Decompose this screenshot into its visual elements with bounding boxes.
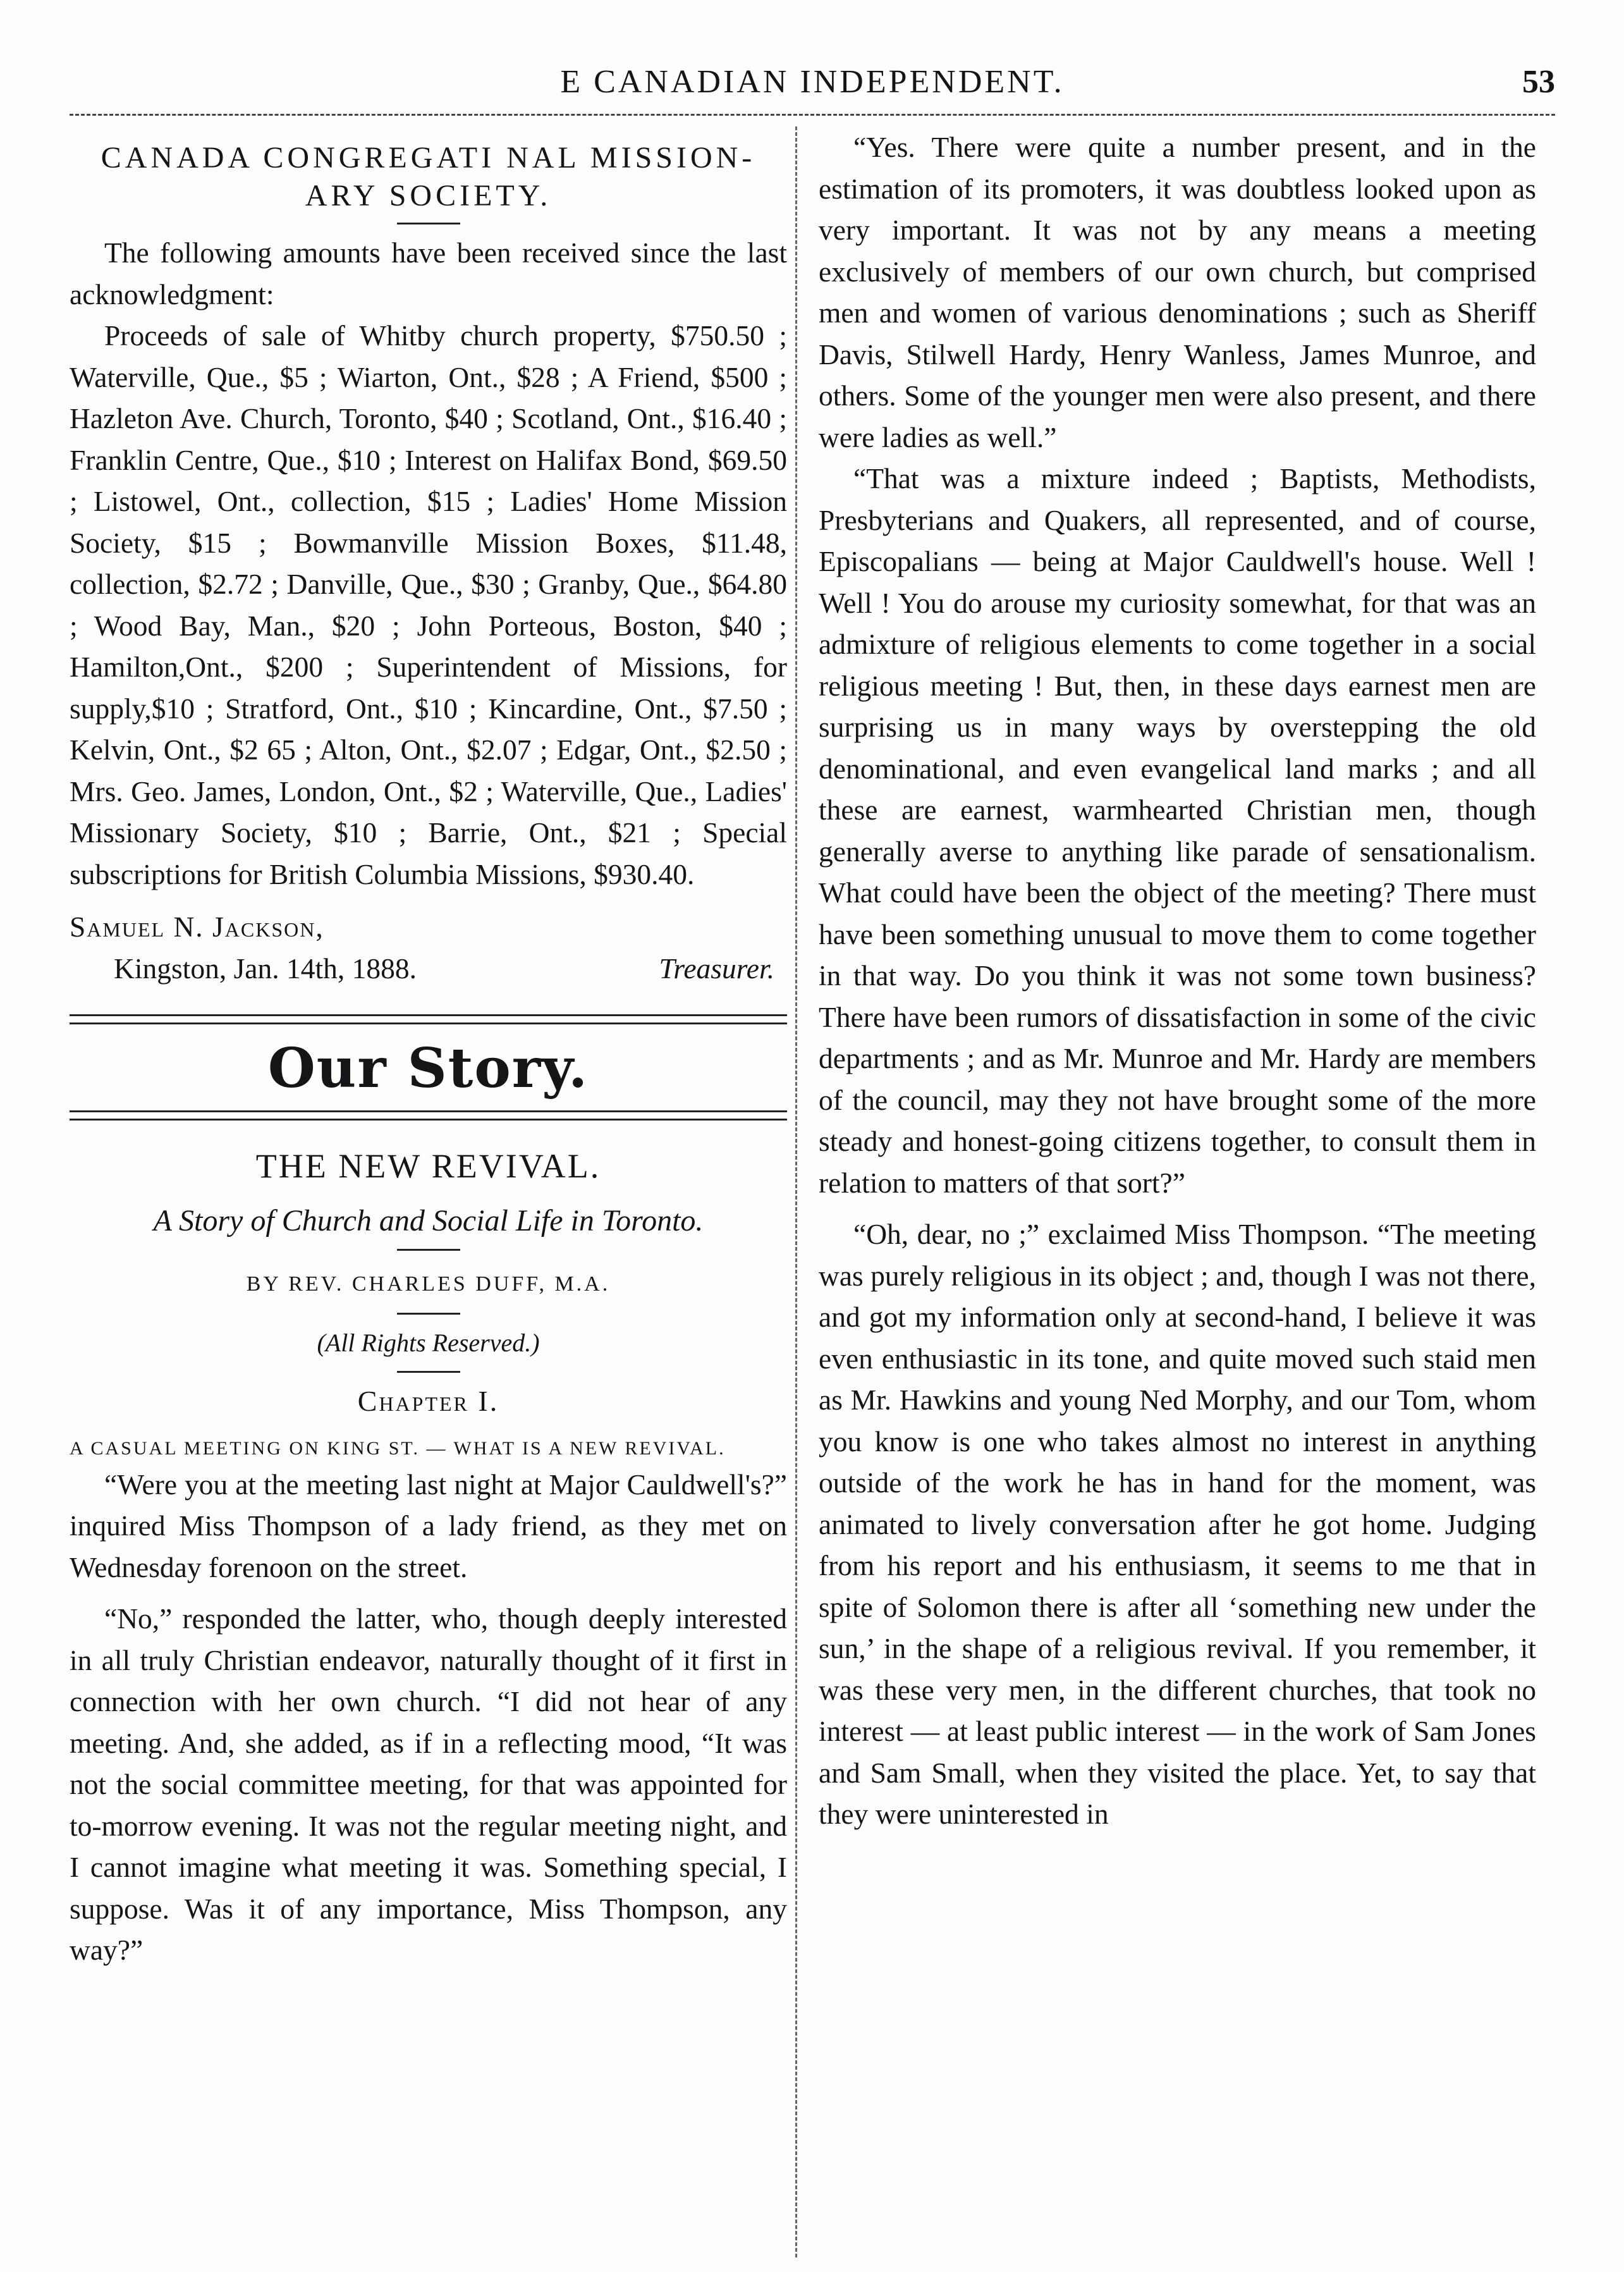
chapter-summary: A CASUAL MEETING ON KING ST. — WHAT IS A NEW REVIVAL. <box>70 1437 726 1459</box>
byline: BY REV. CHARLES DUFF, M.A. <box>246 1272 611 1296</box>
paragraph-gap <box>70 1588 787 1598</box>
rights-notice: (All Rights Reserved.) <box>317 1328 540 1357</box>
date-place: Kingston, Jan. 14th, 1888. <box>114 952 417 985</box>
dateline <box>70 948 787 990</box>
acknowledgment-intro: The following amounts have been received since the last acknowledgment: <box>70 236 787 310</box>
short-rule <box>397 223 460 224</box>
society-title-line-2: ARY SOCIETY. <box>305 179 552 212</box>
paragraph-gap <box>819 1203 1536 1213</box>
story-paragraph: “No,” responded the latter, who, though deeply interested in all truly Christian endeavor, naturally thought of it first in connection with her own church. “I did not hear of any meeting. And, she added, as if in a reflecting mood, “It was not the social committee meeting, for that was appointed for to-morrow evening. It was not the regular meeting night, and I cannot imagine what meeting it was. Something special, I suppose. Was it of any importance, Miss Thompson, any way?” <box>70 1602 787 1966</box>
short-rule <box>397 1371 460 1373</box>
right-column <box>819 126 1536 1835</box>
story-paragraph: “That was a mixture indeed ; Baptists, Methodists, Presbyterians and Quakers, all represented, and of course, Episcopalians — being at Major Cauldwell's house. Well ! Well ! You do arouse my curiosity somewhat, for that was an admixture of religious elements to come together in a social religious meeting ! But, then, in these days earnest men are surprising us in many ways by overstepping the old denominational, and even evangelical land marks ; and all these are earnest, warmhearted Christian men, though generally averse to anything like parade of sensationalism. What could have been the object of the meeting? There must have been something unusual to move them to come together in that way. Do you think it was not some town business? There have been rumors of dissatisfaction in some of the civic departments ; and as Mr. Munroe and Mr. Hardy are members of the council, may they not have brought some of the more steady and honest-going citizens together, to consult them in relation to matters of that sort?” <box>819 462 1536 1199</box>
section-rule <box>70 1014 787 1024</box>
story-paragraph: “Yes. There were quite a number present, and in the estimation of its promoters, it was doubtless looked upon as very important. It was not by any means a meeting exclusively of members of our own church, but comprised men and women of various denominations ; such as Sheriff Davis, Stilwell Hardy, Henry Wanless, James Munroe, and others. Some of the younger men were also present, and there were ladies as well.” <box>819 131 1536 453</box>
short-rule <box>397 1249 460 1251</box>
story-paragraph: “Were you at the meeting last night at Major Cauldwell's?” inquired Miss Thompson of a lady friend, as they met on Wednesday forenoon on the street. <box>70 1468 787 1583</box>
story-subtitle: A Story of Church and Social Life in Toronto. <box>153 1203 704 1237</box>
treasurer-title: Treasurer. <box>659 952 774 985</box>
story-paragraph: “Oh, dear, no ;” exclaimed Miss Thompson. “The meeting was purely religious in its object ; and, though I was not there, and got my information only at second-hand, I believe it was even enthusiastic in its tone, and quite moved such staid men as Mr. Hawkins and young Ned Morphy, and our Tom, whom you know is one who takes almost no interest in anything outside of the work he has in hand for the moment, was animated to lively conversation after he got home. Judging from his report and his enthusiasm, it seems to me that in spite of Solomon there is after all ‘something new under the sun,’ in the shape of a religious revival. If you remember, it was these very men, in the different churches, that took no interest — at least public interest — in the work of Sam Jones and Sam Small, when they visited the place. Yet, to say that they were uninterested in <box>819 1218 1536 1830</box>
section-rule-lower <box>70 1110 787 1121</box>
treasurer-signature: Samuel N. Jackson, <box>70 911 324 943</box>
short-rule <box>397 1313 460 1315</box>
chapter-heading: Chapter I. <box>357 1385 499 1417</box>
left-column <box>70 126 787 1971</box>
page-header <box>70 63 1555 114</box>
society-title <box>70 139 787 215</box>
header-rule <box>70 114 1555 116</box>
story-title: THE NEW REVIVAL. <box>255 1147 601 1185</box>
page-number: 53 <box>1522 64 1555 100</box>
society-title-line-1: CANADA CONGREGATI NAL MISSION- <box>101 141 756 175</box>
our-story-banner: Our Story. <box>267 1036 589 1100</box>
column-divider <box>795 126 797 2257</box>
donations-list: Proceeds of sale of Whitby church property, $750.50 ; Waterville, Que., $5 ; Wiarton, Ont., $28 ; A Friend, $500 ; Hazleton Ave. Church, Toronto, $40 ; Scotland, Ont., $16.40 ; Franklin Centre, Que., $10 ; Interest on Halifax Bond, $69.50 ; Listowel, Ont., collection, $15 ; Ladies' Home Mission Society, $15 ; Bowmanville Mission Boxes, $11.48, collection, $2.72 ; Danville, Que., $30 ; Granby, Que., $64.80 ; Wood Bay, Man., $20 ; John Porteous, Boston, $40 ; Hamilton,Ont., $200 ; Superintendent of Missions, for supply,$10 ; Stratford, Ont., $10 ; Kincardine, Ont., $7.50 ; Kelvin, Ont., $2 65 ; Alton, Ont., $2.07 ; Edgar, Ont., $2.50 ; Mrs. Geo. James, London, Ont., $2 ; Waterville, Que., Ladies' Missionary Society, $10 ; Barrie, Ont., $21 ; Special subscriptions for British Columbia Missions, $930.40. <box>70 319 787 890</box>
journal-title: E CANADIAN INDEPENDENT. <box>560 64 1065 100</box>
